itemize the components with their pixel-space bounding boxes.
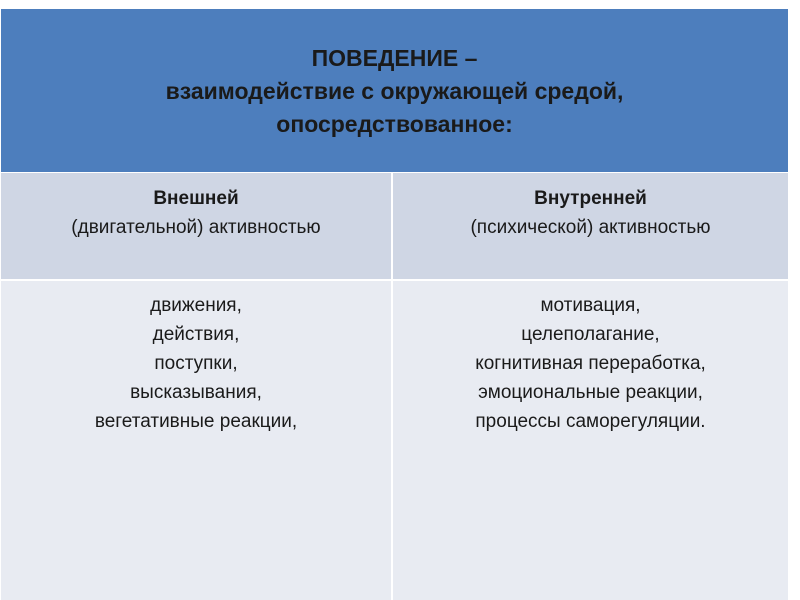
column-title: Внутренней: [534, 188, 647, 209]
list-item: эмоциональные реакции,: [478, 382, 703, 403]
internal-activity-list: [393, 279, 788, 600]
column-title: Внешней: [153, 188, 239, 209]
behavior-table: [1, 9, 788, 600]
list-item: действия,: [152, 324, 240, 345]
list-item: поступки,: [154, 353, 238, 374]
list-item: целеполагание,: [521, 324, 660, 345]
column-headers-row: [1, 172, 788, 279]
list-item: мотивация,: [540, 295, 641, 316]
list-item: движения,: [150, 295, 242, 316]
column-header-external: [1, 172, 393, 279]
list-item: когнитивная переработка,: [475, 353, 706, 374]
content-row: [1, 279, 788, 600]
header-qualifier: опосредствованное:: [276, 111, 513, 137]
list-item: высказывания,: [130, 382, 262, 403]
column-header-internal: [393, 172, 788, 279]
header-title: ПОВЕДЕНИЕ –: [311, 45, 478, 71]
column-subtitle: (двигательной) активностью: [71, 217, 321, 238]
list-item: процессы саморегуляции.: [475, 411, 706, 432]
external-activity-list: [1, 279, 393, 600]
list-item: вегетативные реакции,: [94, 411, 298, 432]
column-subtitle: (психической) активностью: [470, 217, 711, 238]
table-header: [1, 9, 788, 172]
header-definition: взаимодействие с окружающей средой,: [165, 78, 624, 104]
